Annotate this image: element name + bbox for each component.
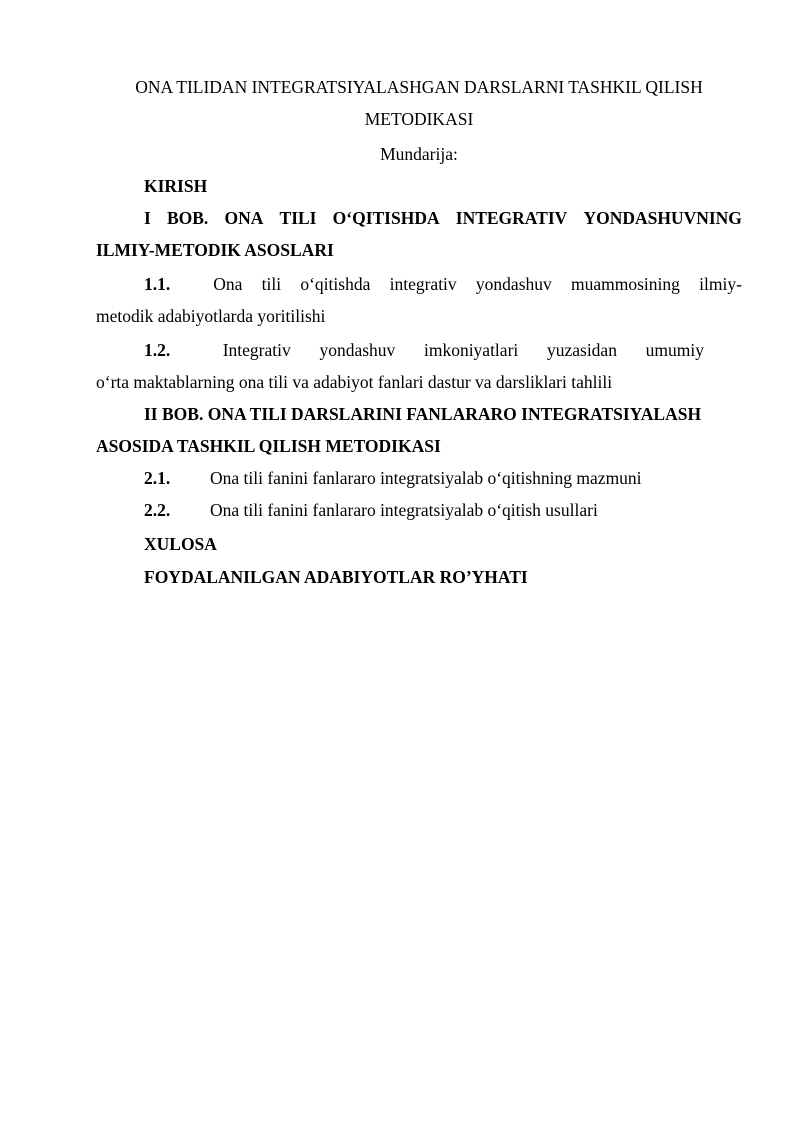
toc-word: BOB.: [166, 208, 209, 228]
toc-word: imkoniyatlari: [423, 340, 519, 360]
toc-conclusion: XULOSA: [144, 534, 217, 554]
toc-word: muammosining: [571, 274, 680, 294]
toc-references: FOYDALANILGAN ADABIYOTLAR RO’YHATI: [144, 567, 528, 587]
toc-section-text: Ona tili fanini fanlararo integratsiyalab o‘qitish usullari: [210, 500, 598, 520]
document-title-line-1: ONA TILIDAN INTEGRATSIYALASHGAN DARSLARNI TASHKIL QILISH: [135, 77, 703, 97]
toc-section-2-1: [144, 467, 642, 489]
toc-word: I: [144, 208, 151, 228]
toc-chapter-1-line-2: ILMIY-METODIK ASOSLARI: [96, 240, 334, 260]
toc-word: yondashuv: [475, 274, 552, 294]
toc-section-number: 2.2.: [144, 500, 171, 520]
toc-intro: KIRISH: [144, 176, 208, 196]
toc-section-1-1-line-1: [144, 273, 742, 295]
toc-word: o‘qitishda: [300, 274, 371, 294]
toc-section-number: 1.1.: [144, 274, 171, 294]
toc-section-1-2-line-2: o‘rta maktablarning ona tili va adabiyot fanlari dastur va darsliklari tahlili: [96, 372, 613, 392]
toc-section-1-2-line-1: [144, 339, 704, 361]
toc-section-number: 2.1.: [144, 468, 171, 488]
toc-chapter-1-line-1: [144, 207, 742, 229]
toc-word: yondashuv: [319, 340, 396, 360]
toc-word: TILI: [279, 208, 317, 228]
toc-section-1-1-line-2: metodik adabiyotlarda yoritilishi: [96, 306, 326, 326]
toc-word: tili: [261, 274, 282, 294]
toc-word: O‘QITISHDA: [332, 208, 440, 228]
toc-section-number: 1.2.: [144, 340, 171, 360]
toc-word: ONA: [224, 208, 264, 228]
toc-word: integrativ: [389, 274, 457, 294]
toc-word: Integrativ: [222, 340, 291, 360]
toc-word: YONDASHUVNING: [583, 208, 742, 228]
toc-chapter-2-line-2: ASOSIDA TASHKIL QILISH METODIKASI: [96, 436, 441, 456]
toc-chapter-2-line-1: II BOB. ONA TILI DARSLARINI FANLARARO INTEGRATSIYALASH: [144, 404, 702, 424]
toc-word: Ona: [213, 274, 243, 294]
toc-word: umumiy: [645, 340, 704, 360]
toc-section-text: Ona tili fanini fanlararo integratsiyalab o‘qitishning mazmuni: [210, 468, 642, 488]
toc-word: ilmiy-: [699, 274, 742, 294]
contents-heading: Mundarija:: [380, 144, 458, 164]
toc-word: yuzasidan: [546, 340, 617, 360]
toc-section-2-2: [144, 499, 598, 521]
document-title-line-2: METODIKASI: [364, 109, 474, 129]
toc-word: INTEGRATIV: [455, 208, 568, 228]
